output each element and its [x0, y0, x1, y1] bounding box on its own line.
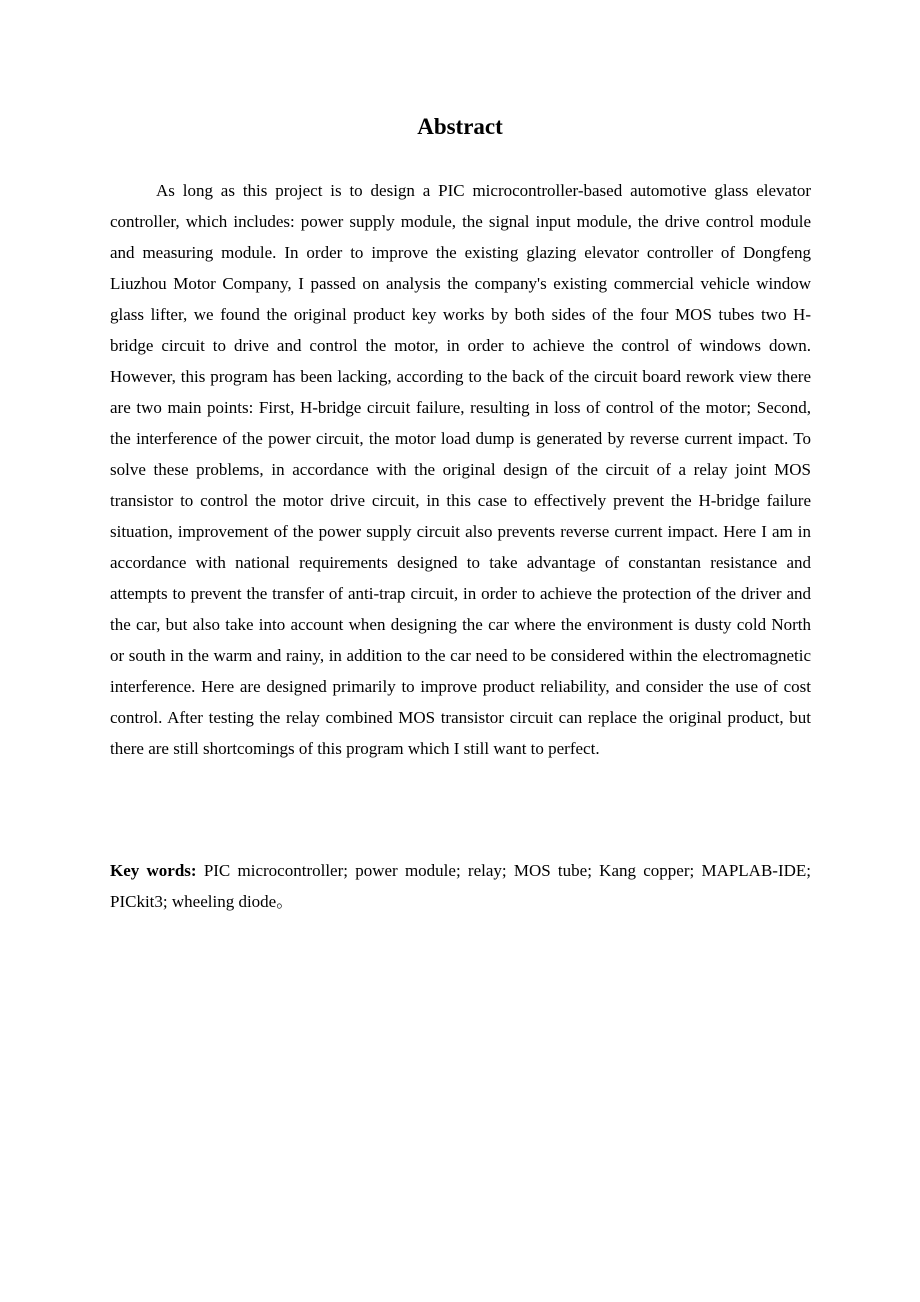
keywords-paragraph — [110, 855, 811, 917]
abstract-title: Abstract — [417, 114, 503, 139]
keywords-label: Key words: — [110, 861, 197, 880]
keywords-text: PIC microcontroller; power module; relay; MOS tube; Kang copper; MAPLAB-IDE; PICkit3; wheeling diode。 — [110, 861, 812, 911]
abstract-body: As long as this project is to design a PIC microcontroller-based automotive glass elevator controller, which includes: power supply module, the signal input module, the drive control module and measuring module. In order to improve the existing glazing elevator controller of Dongfeng Liuzhou Motor Company, I passed on analysis the company's existing commercial vehicle window glass lifter, we found the original product key works by both sides of the four MOS tubes two H-bridge circuit to drive and control the motor, in order to achieve the control of windows down. However, this program has been lacking, according to the back of the circuit board rework view there are two main points: First, H-bridge circuit failure, resulting in loss of control of the motor; Second, the interference of the power circuit, the motor load dump is generated by reverse current impact. To solve these problems, in accordance with the original design of the circuit of a relay joint MOS transistor to control the motor drive circuit, in this case to effectively prevent the H-bridge failure situation, improvement of the power supply circuit also prevents reverse current impact. Here I am in accordance with national requirements designed to take advantage of constantan resistance and attempts to prevent the transfer of anti-trap circuit, in order to achieve the protection of the driver and the car, but also take into account when designing the car where the environment is dusty cold North or south in the warm and rainy, in addition to the car need to be considered within the electromagnetic interference. Here are designed primarily to improve product reliability, and consider the use of cost control. After testing the relay combined MOS transistor circuit can replace the original product, but there are still shortcomings of this program which I still want to perfect. — [110, 181, 811, 758]
